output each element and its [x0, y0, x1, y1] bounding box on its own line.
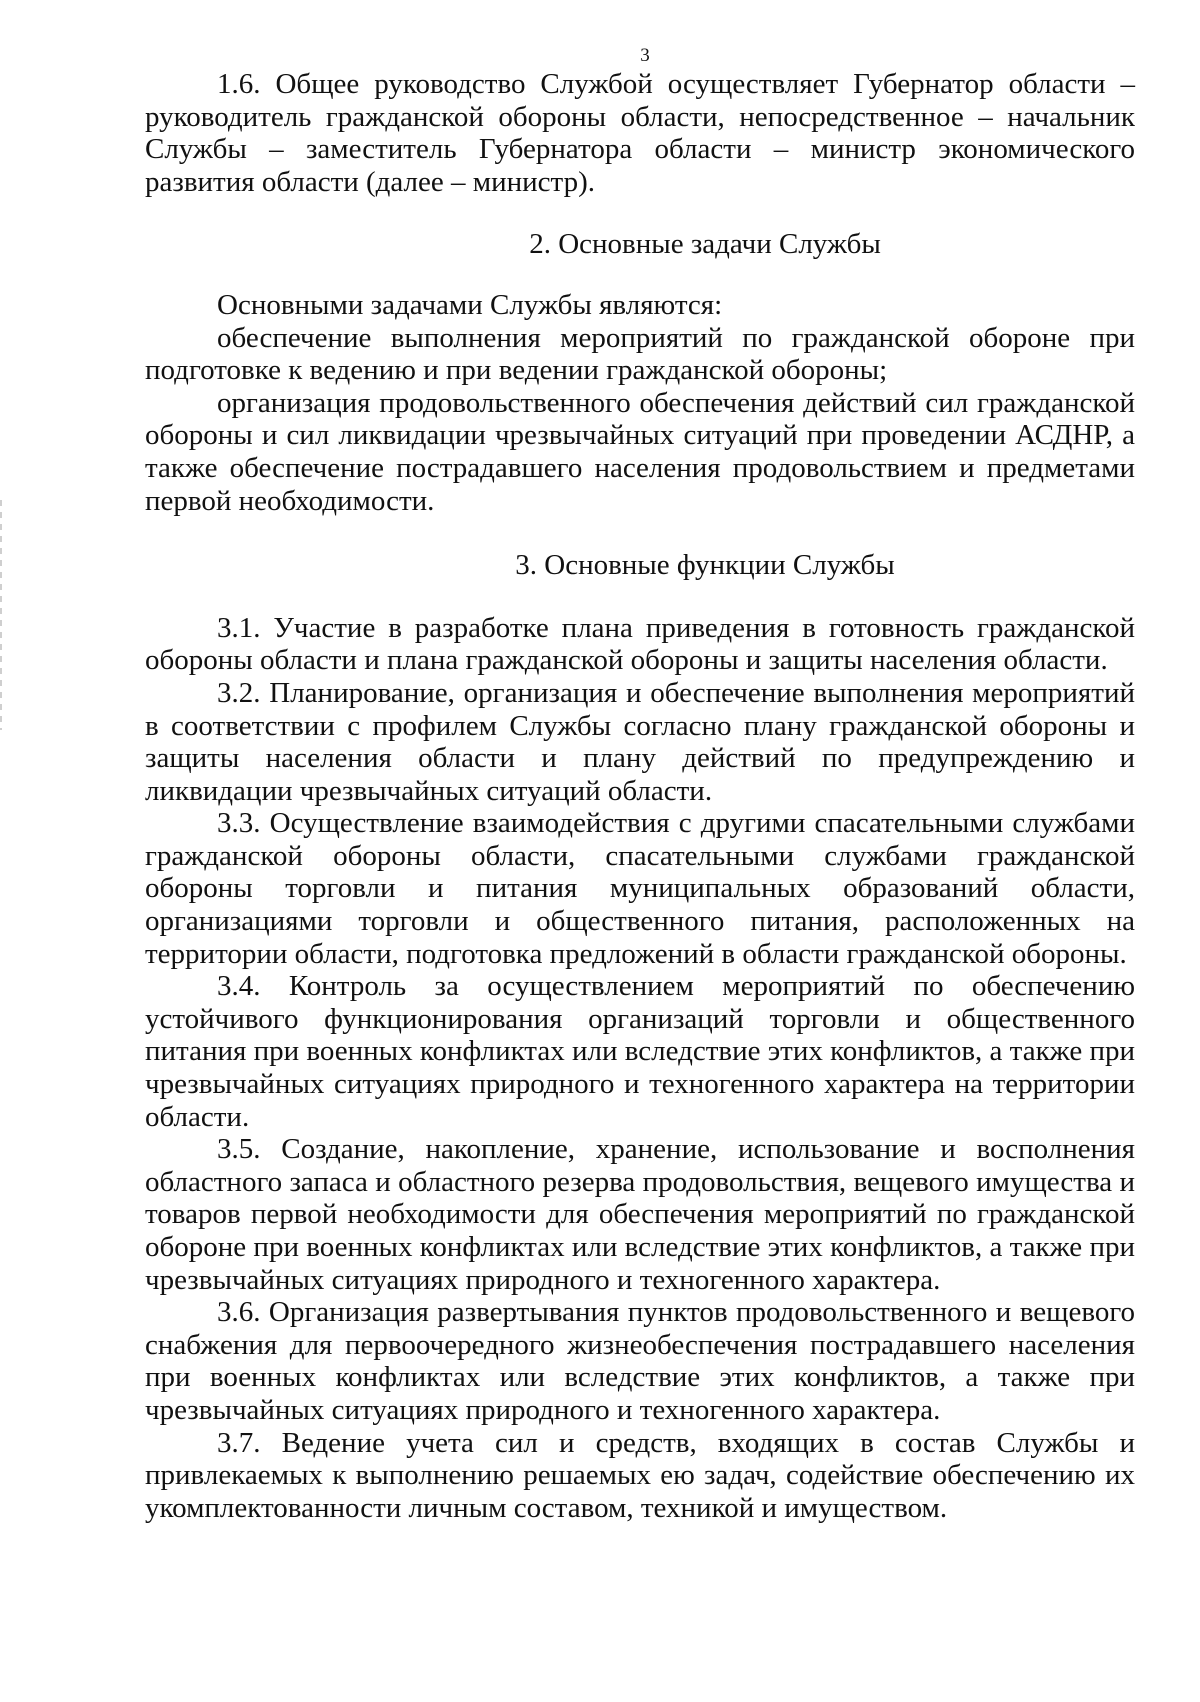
section-3-item-3-3: 3.3. Осуществление взаимодействия с другими спасательными службами гражданской обороны области, спасательными службами гражданской обороны торговли и питания муниципальных образований области, организациями торговли и общественного питания, расположенных на территории области, подготовка предложений в области гражданской обороны. — [145, 807, 1135, 970]
paragraph-1-6: 1.6. Общее руководство Службой осуществляет Губернатор области – руководитель гражданской обороны области, непосредственное – начальник Службы – заместитель Губернатора области – министр экономического развития области (далее – министр). — [145, 68, 1135, 198]
scan-edge-artifact — [0, 500, 2, 730]
document-body — [145, 68, 1135, 1524]
section-3-item-3-6: 3.6. Организация развертывания пунктов продовольственного и вещевого снабжения для первоочередного жизнеобеспечения пострадавшего населения при военных конфликтах или вследствие этих конфликтов, а также при чрезвычайных ситуациях природного и техногенного характера. — [145, 1296, 1135, 1426]
section-3-item-3-7: 3.7. Ведение учета сил и средств, входящих в состав Службы и привлекаемых к выполнению решаемых ею задач, содействие обеспечению их укомплектованности личным составом, техникой и имуществом. — [145, 1426, 1135, 1524]
section-3-item-3-4: 3.4. Контроль за осуществлением мероприятий по обеспечению устойчивого функционирования организаций торговли и общественного питания при военных конфликтах или вследствие этих конфликтов, а также при чрезвычайных ситуациях природного и техногенного характера на территории области. — [145, 970, 1135, 1133]
section-3-title: 3. Основные функции Службы — [515, 549, 895, 582]
section-3-item-3-2: 3.2. Планирование, организация и обеспечение выполнения мероприятий в соответствии с профилем Службы согласно плану гражданской обороны и защиты населения области и плану действий по предупреждению и ликвидации чрезвычайных ситуаций области. — [145, 676, 1135, 807]
section-3-item-3-1: 3.1. Участие в разработке плана приведения в готовность гражданской обороны области и плана гражданской обороны и защиты населения области. — [145, 611, 1135, 677]
section-2-item: организация продовольственного обеспечения действий сил гражданской обороны и сил ликвидации чрезвычайных ситуаций при проведении АСДНР, а также обеспечение пострадавшего населения продовольствием и предметами первой необходимости. — [145, 386, 1135, 517]
section-2-title: 2. Основные задачи Службы — [529, 228, 881, 261]
section-3-item-3-5: 3.5. Создание, накопление, хранение, использование и восполнения областного запаса и областного резерва продовольствия, вещевого имущества и товаров первой необходимости для обеспечения мероприятий по гражданской обороне при военных конфликтах или вследствие этих конфликтов, а также при чрезвычайных ситуациях природного и техногенного характера. — [145, 1133, 1135, 1296]
section-2-intro: Основными задачами Службы являются: — [217, 288, 723, 321]
section-2-item: обеспечение выполнения мероприятий по гражданской обороне при подготовке к ведению и при ведении гражданской обороны; — [145, 321, 1135, 387]
page-number: 3 — [640, 45, 650, 66]
